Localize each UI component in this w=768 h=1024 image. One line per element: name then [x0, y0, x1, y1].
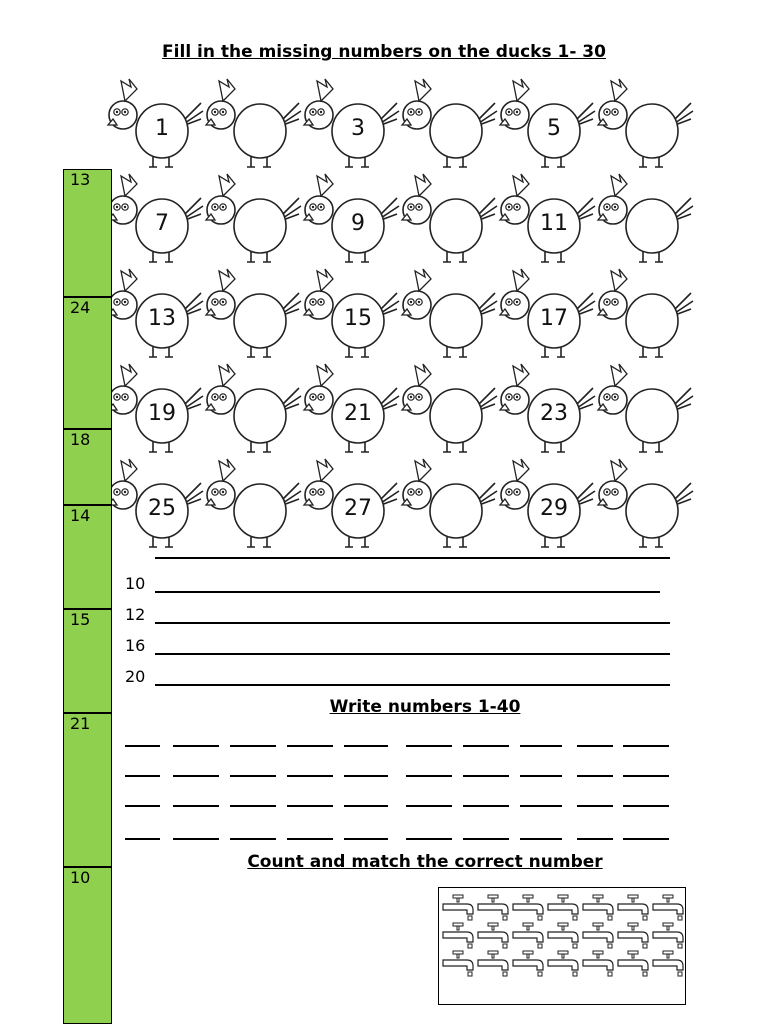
blank-row: [125, 745, 670, 755]
duck[interactable]: [203, 265, 303, 361]
blank-row: [125, 805, 670, 815]
strip-cell: 21: [63, 713, 112, 867]
duck[interactable]: [595, 170, 695, 266]
duck: [301, 360, 401, 456]
tap-icon: [441, 894, 475, 922]
duck: [301, 455, 401, 551]
duck[interactable]: [399, 75, 499, 171]
duck-number: 13: [148, 306, 176, 331]
number-strip: [63, 169, 114, 1024]
number-blank[interactable]: [125, 805, 160, 807]
blank-row: [125, 775, 670, 785]
number-blank[interactable]: [623, 745, 669, 747]
duck[interactable]: [399, 265, 499, 361]
number-blank[interactable]: [463, 775, 509, 777]
writing-rule: [155, 653, 670, 655]
line-label: 12: [125, 605, 146, 624]
tap-icon: [511, 922, 545, 950]
partial-writing-line: [155, 557, 670, 559]
number-blank[interactable]: [230, 745, 276, 747]
tap-icon: [616, 894, 650, 922]
duck[interactable]: [595, 360, 695, 456]
duck: [105, 170, 205, 266]
tap-icon: [476, 894, 510, 922]
worksheet-title: Fill in the missing numbers on the ducks 1- 30: [162, 42, 606, 62]
strip-cell: 13: [63, 169, 112, 297]
duck[interactable]: [399, 360, 499, 456]
number-blank[interactable]: [463, 838, 509, 840]
number-blank[interactable]: [344, 838, 388, 840]
strip-cell: 10: [63, 867, 112, 1024]
duck: [105, 75, 205, 171]
taps-picture-box: [438, 887, 686, 1005]
duck-number: 25: [148, 496, 176, 521]
number-blank[interactable]: [406, 805, 452, 807]
duck-number: 3: [351, 116, 365, 141]
duck-number: 29: [540, 496, 568, 521]
number-blank[interactable]: [577, 805, 613, 807]
duck[interactable]: [595, 455, 695, 551]
number-blank[interactable]: [125, 745, 160, 747]
number-blank[interactable]: [173, 775, 219, 777]
duck: [105, 265, 205, 361]
tap-icon: [651, 922, 685, 950]
duck: [105, 360, 205, 456]
number-blank[interactable]: [344, 775, 388, 777]
count-match-title: Count and match the correct number: [247, 852, 603, 872]
number-blank[interactable]: [520, 805, 562, 807]
duck-number: 11: [540, 211, 568, 236]
duck[interactable]: [203, 75, 303, 171]
number-blank[interactable]: [230, 838, 276, 840]
duck[interactable]: [595, 75, 695, 171]
number-blank[interactable]: [344, 745, 388, 747]
writing-rule: [155, 591, 660, 593]
duck[interactable]: [399, 455, 499, 551]
number-blank[interactable]: [287, 805, 333, 807]
number-blank[interactable]: [125, 838, 160, 840]
duck-number: 5: [547, 116, 561, 141]
tap-icon: [651, 950, 685, 978]
duck-number: 9: [351, 211, 365, 236]
number-blank[interactable]: [577, 775, 613, 777]
duck[interactable]: [399, 170, 499, 266]
duck: [105, 455, 205, 551]
duck-number: 23: [540, 401, 568, 426]
duck-number: 1: [155, 116, 169, 141]
duck: [301, 75, 401, 171]
duck: [497, 360, 597, 456]
duck: [497, 265, 597, 361]
tap-icon: [581, 922, 615, 950]
duck[interactable]: [595, 265, 695, 361]
line-label: 10: [125, 574, 146, 593]
tap-icon: [546, 950, 580, 978]
number-blank[interactable]: [230, 775, 276, 777]
strip-cell: 15: [63, 609, 112, 713]
tap-icon: [616, 950, 650, 978]
tap-icon: [511, 950, 545, 978]
number-blank[interactable]: [287, 745, 333, 747]
number-blank[interactable]: [173, 805, 219, 807]
ducks-grid: [105, 75, 705, 555]
number-blank[interactable]: [173, 838, 219, 840]
number-blank[interactable]: [577, 745, 613, 747]
blank-row: [125, 838, 670, 848]
number-blank[interactable]: [520, 838, 562, 840]
duck: [497, 170, 597, 266]
number-blank[interactable]: [577, 838, 613, 840]
duck-number: 27: [344, 496, 372, 521]
strip-cell: 14: [63, 505, 112, 609]
tap-icon: [616, 922, 650, 950]
number-blank[interactable]: [623, 838, 669, 840]
duck-number: 7: [155, 211, 169, 236]
number-blank[interactable]: [463, 805, 509, 807]
number-blank[interactable]: [406, 838, 452, 840]
duck-number: 17: [540, 306, 568, 331]
tap-icon: [546, 894, 580, 922]
number-blank[interactable]: [406, 745, 452, 747]
number-blank[interactable]: [344, 805, 388, 807]
duck-number: 19: [148, 401, 176, 426]
number-blank[interactable]: [230, 805, 276, 807]
writing-rule: [155, 684, 670, 686]
duck: [301, 170, 401, 266]
line-label: 20: [125, 667, 146, 686]
tap-icon: [581, 950, 615, 978]
number-blank[interactable]: [520, 745, 562, 747]
line-label: 16: [125, 636, 146, 655]
number-blank[interactable]: [463, 745, 509, 747]
duck[interactable]: [203, 170, 303, 266]
duck-number: 15: [344, 306, 372, 331]
number-blank[interactable]: [125, 775, 160, 777]
duck: [497, 455, 597, 551]
number-blank[interactable]: [287, 775, 333, 777]
write-numbers-title: Write numbers 1-40: [329, 697, 521, 717]
tap-icon: [651, 894, 685, 922]
duck[interactable]: [203, 455, 303, 551]
duck-number: 21: [344, 401, 372, 426]
number-blank[interactable]: [520, 775, 562, 777]
strip-cell: 24: [63, 297, 112, 429]
tap-icon: [476, 922, 510, 950]
duck: [497, 75, 597, 171]
tap-icon: [441, 950, 475, 978]
tap-icon: [441, 922, 475, 950]
number-blank[interactable]: [287, 838, 333, 840]
number-blank[interactable]: [623, 775, 669, 777]
tap-icon: [546, 922, 580, 950]
number-blank[interactable]: [406, 775, 452, 777]
writing-rule: [155, 622, 670, 624]
duck: [301, 265, 401, 361]
duck[interactable]: [203, 360, 303, 456]
number-blank[interactable]: [623, 805, 669, 807]
tap-icon: [581, 894, 615, 922]
number-blank[interactable]: [173, 745, 219, 747]
tap-icon: [476, 950, 510, 978]
strip-cell: 18: [63, 429, 112, 505]
tap-icon: [511, 894, 545, 922]
